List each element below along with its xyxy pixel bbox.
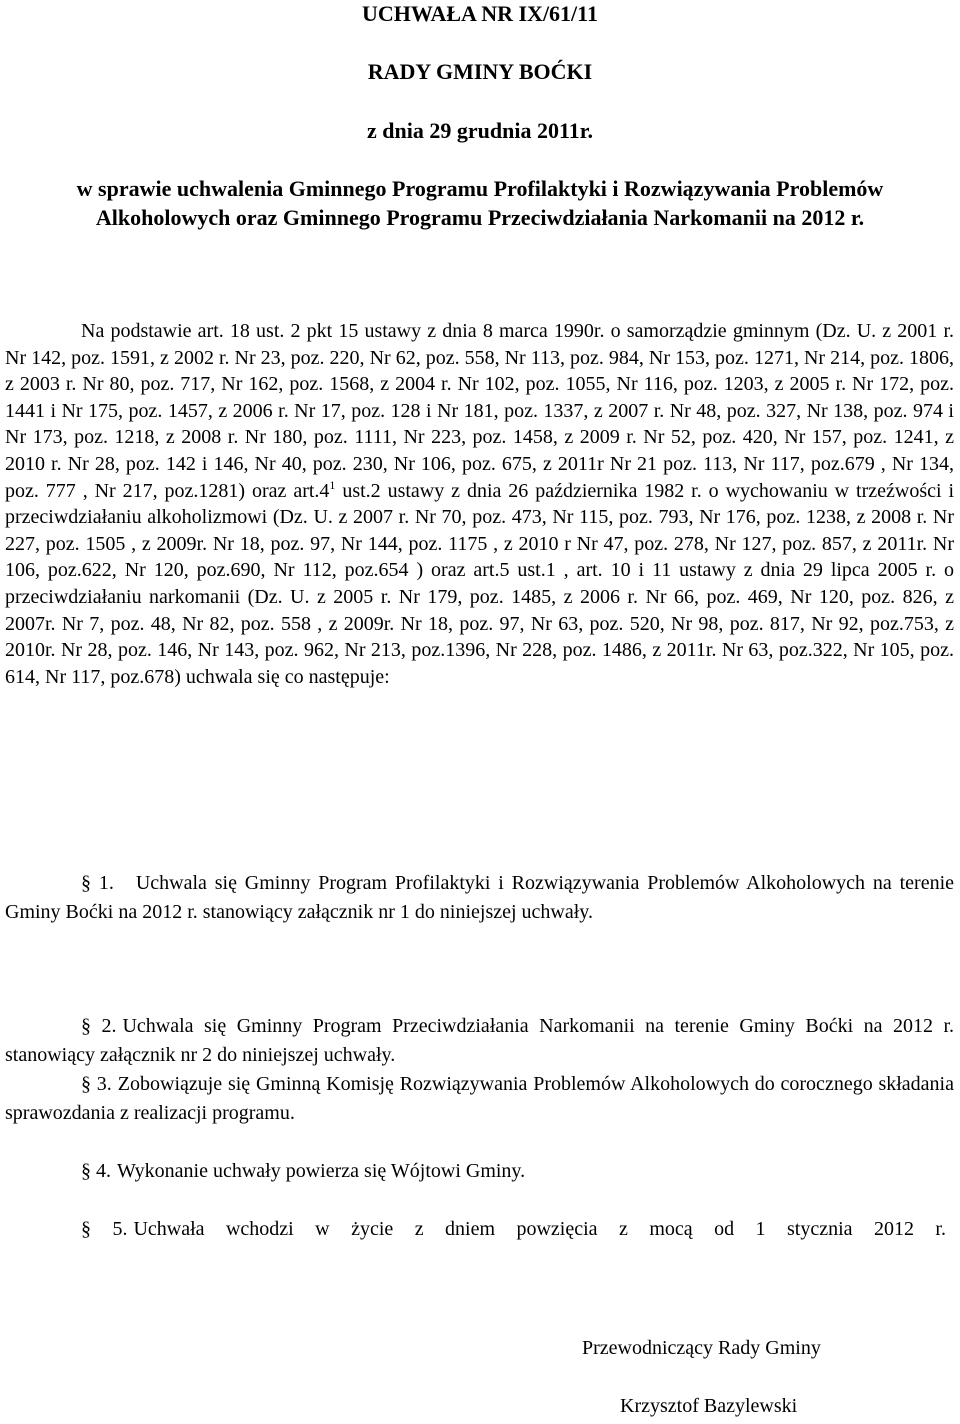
section-number: 3.: [96, 1073, 112, 1095]
section-5: [5, 1215, 946, 1244]
issuing-council: RADY GMINY BOĆKI: [367, 59, 593, 84]
document-title: UCHWAŁA NR IX/61/11: [362, 1, 598, 26]
section-number: 1.: [98, 872, 114, 894]
section-symbol: §: [81, 1160, 91, 1182]
section-2: [5, 1012, 954, 1070]
section-text: Uchwala się Gminny Program Przeciwdziałania Narkomanii na terenie Gminy Boćki na 2012 r. stanowiący załącznik nr 2 do niniejszej uchwały.: [5, 1015, 955, 1066]
section-number: 5.: [112, 1218, 128, 1240]
section-symbol: §: [81, 872, 91, 894]
legal-basis-text-part1: Na podstawie art. 18 ust. 2 pkt 15 ustawy z dnia 8 marca 1990r. o samorządzie gminnym (Dz. U. z 2001 r. Nr 142, poz. 1591, z 2002 r. Nr 23, poz. 220, Nr 62, poz. 558, Nr 113, poz. 984, Nr 153, poz. 1271, Nr 214, poz. 1806, z 2003 r. Nr 80, poz. 717, Nr 162, poz. 1568, z 2004 r. Nr 102, poz. 1055, Nr 116, poz. 1203, z 2005 r. Nr 172, poz. 1441 i Nr 175, poz. 1457, z 2006 r. Nr 17, poz. 128 i Nr 181, poz. 1337, z 2007 r. Nr 48, poz. 327, Nr 138, poz. 974 i Nr 173, poz. 1218, z 2008 r. Nr 180, poz. 1111, Nr 223, poz. 1458, z 2009 r. Nr 52, poz. 420, Nr 157, poz. 1241, z 2010 r. Nr 28, poz. 142 i 146, Nr 40, poz. 230, Nr 106, poz. 675, z 2011r Nr 21 poz. 113, Nr 117, poz.679 , Nr 134, poz. 777 , Nr 217, poz.1281) oraz art.4: [5, 320, 954, 502]
signatory-name: Krzysztof Bazylewski: [620, 1395, 798, 1417]
signatory-role: Przewodniczący Rady Gminy: [582, 1337, 821, 1359]
legal-basis-paragraph: [5, 318, 954, 690]
section-text: Wykonanie uchwały powierza się Wójtowi Gminy.: [117, 1160, 526, 1182]
subject-line-1: w sprawie uchwalenia Gminnego Programu Profilaktyki i Rozwiązywania Problemów: [76, 176, 884, 201]
legal-basis-superscript: 1: [329, 477, 336, 492]
section-text: Zobowiązuje się Gminną Komisję Rozwiązywania Problemów Alkoholowych do corocznego składania sprawozdania z realizacji programu.: [5, 1073, 954, 1124]
legal-basis-text-part2: ust.2 ustawy z dnia 26 października 1982 r. o wychowaniu w trzeźwości i przeciwdziałaniu alkoholizmowi (Dz. U. z 2007 r. Nr 70, poz. 473, Nr 115, poz. 793, Nr 176, poz. 1238, z 2008 r. Nr 227, poz. 1505 , z 2009r. Nr 18, poz. 97, Nr 144, poz. 1175 , z 2010 r Nr 47, poz. 278, Nr 127, poz. 857, z 2011r. Nr 106, poz.622, Nr 120, poz.690, Nr 112, poz.654 ) oraz art.5 ust.1 , art. 10 i 11 ustawy z dnia 29 lipca 2005 r. o przeciwdziałaniu narkomanii (Dz. U. z 2005 r. Nr 179, poz. 1485, z 2006 r. Nr 66, poz. 469, Nr 120, poz. 826, z 2007r. Nr 7, poz. 48, Nr 82, poz. 558 , z 2009r. Nr 18, poz. 97, Nr 63, poz. 520, Nr 98, poz. 817, Nr 92, poz.753, z 2010r. Nr 28, poz. 146, Nr 143, poz. 962, Nr 213, poz.1396, Nr 228, poz. 1486, z 2011r. Nr 63, poz.322, Nr 105, poz. 614, Nr 117, poz.678) uchwala się co następuje:: [5, 479, 955, 688]
section-text: Uchwala się Gminny Program Profilaktyki i Rozwiązywania Problemów Alkoholowych na terenie Gminy Boćki na 2012 r. stanowiący załącznik nr 1 do niniejszej uchwały.: [5, 872, 955, 923]
section-symbol: §: [81, 1015, 91, 1037]
section-text: Uchwała wchodzi w życie z dniem powzięcia z mocą od 1 stycznia 2012 r.: [133, 1218, 946, 1240]
document-date: z dnia 29 grudnia 2011r.: [367, 118, 593, 143]
section-4: [5, 1157, 954, 1186]
section-number: 2.: [101, 1015, 117, 1037]
subject-line-2: Alkoholowych oraz Gminnego Programu Przeciwdziałania Narkomanii na 2012 r.: [95, 205, 865, 230]
section-1: [5, 869, 954, 927]
section-symbol: §: [81, 1218, 91, 1240]
section-symbol: §: [81, 1073, 91, 1095]
section-3: [5, 1070, 954, 1128]
section-number: 4.: [96, 1160, 111, 1182]
